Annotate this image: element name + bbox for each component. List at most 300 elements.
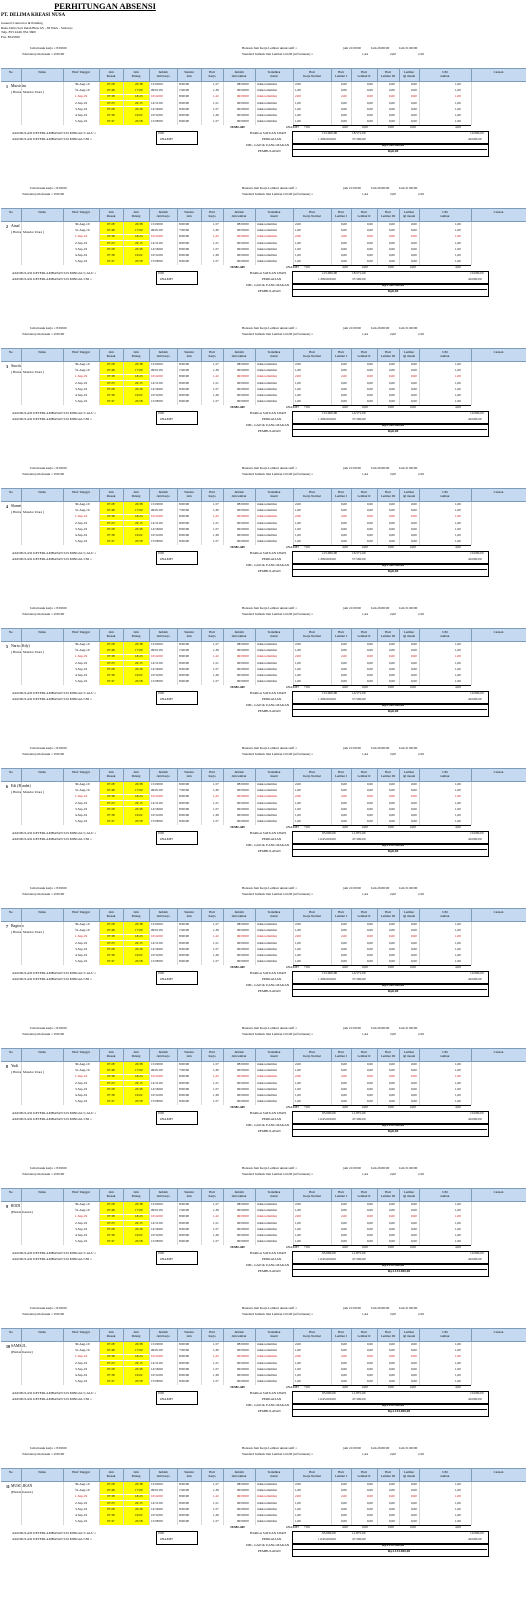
- terlambat: tidak terlambat: [257, 1202, 277, 1206]
- hari-normal: 1,00: [295, 106, 301, 111]
- header-divider: [21, 1329, 22, 1341]
- jam-pulang: 22:15: [135, 940, 143, 945]
- column-header-line: Hari: [309, 770, 315, 774]
- tgl-merah: 0,00: [411, 794, 417, 799]
- lembur-3: 0,00: [389, 800, 395, 805]
- column-header-line: UM: [442, 210, 448, 214]
- column-header-line: Jumlah: [158, 210, 168, 214]
- grid-line: [351, 259, 352, 265]
- akumulasi-lalu: AKUMULASI KETERLAMBATAN S/D MINGGU LALU =: [12, 971, 97, 976]
- column-header-line: Lembur I: [335, 914, 347, 918]
- column-header-line: Hari: [361, 1190, 367, 1194]
- grid-line: [399, 1239, 400, 1245]
- standar-jam: 8:00:00: [179, 1366, 190, 1371]
- lembur-3: 0,00: [389, 94, 395, 99]
- column-header-line: Lembur I: [335, 1334, 347, 1338]
- hari-kerja: 1,57: [213, 526, 219, 531]
- header-divider: [471, 349, 472, 361]
- grid-line: [177, 119, 178, 125]
- lembur-time: Jam 31:00:00: [399, 746, 418, 750]
- lembur-2: 0,00: [367, 666, 373, 671]
- hari-kerja: 1,22: [213, 934, 219, 939]
- column-header-line: Masuk: [106, 634, 116, 638]
- header-divider: [377, 489, 378, 501]
- terlambat: tidak terlambat: [257, 654, 277, 659]
- total-um: 4,00: [455, 125, 461, 130]
- um-lembur: 1,00: [455, 654, 461, 659]
- employee-name: MUSILIKAN: [11, 1484, 33, 1488]
- column-header: [255, 490, 293, 498]
- header-divider: [255, 629, 256, 641]
- lembur-1: 0,00: [341, 1488, 347, 1493]
- tgl-merah: 0,00: [411, 946, 417, 951]
- jam-masuk: 07:38: [107, 374, 115, 379]
- name-error: #NAME?: [286, 965, 300, 970]
- tgl-merah: 0,00: [411, 112, 417, 117]
- perkalian-label: PERKALIAN: [262, 977, 282, 982]
- jam-pulang: 17:00: [135, 228, 143, 233]
- jam-lembur: 08:00:00: [237, 1342, 249, 1346]
- lembur-time: jam 21:00:00: [343, 186, 361, 190]
- header-divider: [471, 1049, 472, 1061]
- grid-line: [99, 819, 100, 825]
- column-header-line: Hari/ Tanggal: [72, 1190, 90, 1194]
- column-header: [419, 350, 471, 358]
- column-header: [1, 490, 21, 494]
- lembur-2: 0,00: [367, 679, 373, 684]
- column-header-line: Jam Kerja: [156, 1054, 170, 1058]
- day-date: 1-Sep-19: [75, 234, 88, 239]
- header-divider: [399, 629, 400, 641]
- jam-pulang: 22:38: [135, 82, 143, 86]
- grid-line: [123, 119, 124, 125]
- jam-masuk: 07:38: [107, 1232, 115, 1237]
- grid-line: [377, 1379, 378, 1385]
- jam-lembur: 00:00:00: [237, 1220, 249, 1225]
- jam-masuk: 07:47: [107, 399, 115, 404]
- total-normal: 7,00: [304, 125, 310, 130]
- employee-status: (Harian Kantor): [11, 1350, 33, 1354]
- jml-gaji-label: JML. GAJI & UANG MAKAN: [246, 1123, 290, 1128]
- akumulasi-box: [156, 1391, 198, 1405]
- grid-line: [149, 539, 150, 545]
- grid-line: [419, 399, 420, 405]
- jam-masuk: 07:28: [107, 246, 115, 251]
- lembur-3: 0,00: [389, 362, 395, 366]
- column-header: [255, 1190, 293, 1198]
- standard-label: Standard Jumlah Jam Lembur I,II,III (ref bulanan) =: [242, 612, 314, 616]
- batasan-label: Batasan Jam Kerja Lembur untuk staff =: [242, 466, 298, 470]
- column-header: [123, 1470, 149, 1478]
- jam-masuk: 07:38: [107, 812, 115, 817]
- grid-line: [419, 119, 420, 125]
- day-date: 30-Aug-19: [75, 1202, 90, 1206]
- column-header-line: No: [9, 1330, 13, 1334]
- jam-lembur: 00:00:00: [237, 666, 249, 671]
- jumlah-jam: 10:52:00: [151, 812, 163, 817]
- jumlah-jam: 14:51:00: [151, 1500, 163, 1505]
- column-header-line: Masuk: [106, 214, 116, 218]
- column-header-line: Nama: [38, 910, 46, 914]
- standar-jam: 8:00:00: [179, 526, 190, 531]
- terlambat: tidak terlambat: [257, 106, 277, 111]
- header-divider: [399, 909, 400, 921]
- column-header-line: Pulang: [131, 1474, 141, 1478]
- column-header-line: Catatan: [493, 70, 504, 74]
- column-header: [21, 1050, 63, 1054]
- jam-masuk: 07:48: [107, 508, 115, 513]
- hari-normal: 1,00: [295, 800, 301, 805]
- pembulatan-label: PEMBULATAN: [258, 1269, 281, 1274]
- lembur-2: 0,00: [367, 246, 373, 251]
- jam-lembur: 00:00:00: [237, 946, 249, 951]
- um-lembur: 1,00: [455, 1208, 461, 1213]
- hari-normal: 2,00: [295, 502, 301, 506]
- column-header-line: Hari: [338, 1050, 344, 1054]
- column-header-line: Lembur III: [380, 214, 396, 218]
- hari-normal: 1,00: [295, 1372, 301, 1377]
- jam-masuk: 07:47: [107, 1099, 115, 1104]
- header-divider: [177, 1329, 178, 1341]
- lembur-2: 0,00: [367, 1494, 373, 1499]
- lembur-3: 0,00: [389, 819, 395, 824]
- column-header-line: Hari: [361, 910, 367, 914]
- grid-line: [123, 1519, 124, 1525]
- lembur-3: 0,00: [389, 1500, 395, 1505]
- header-divider: [149, 769, 150, 781]
- lembur-1: 0,00: [341, 1366, 347, 1371]
- column-header-line: UM: [442, 770, 448, 774]
- terlambat: tidak terlambat: [257, 800, 277, 805]
- table-header: [1, 908, 526, 922]
- jam-lembur: 00:00:00: [237, 240, 249, 245]
- column-header-line: Masuk: [106, 354, 116, 358]
- grid-line: [21, 819, 22, 825]
- header-divider: [351, 349, 352, 361]
- grid-line: [123, 959, 124, 965]
- header-divider: [351, 1469, 352, 1481]
- terlambat: tidak terlambat: [257, 508, 277, 513]
- um-lembur: 1,00: [455, 1214, 461, 1219]
- lembur-3: 0,00: [389, 812, 395, 817]
- employee-number: 5: [6, 644, 8, 649]
- hari-kerja: 1,22: [213, 1214, 219, 1219]
- name-error: #NAME?: [286, 1525, 300, 1530]
- hari-normal: 1,00: [295, 526, 301, 531]
- column-header-line: Masuk: [106, 494, 116, 498]
- grid-line: [21, 1099, 22, 1105]
- grid-line: [21, 119, 22, 125]
- column-header-line: Kerja Normal: [303, 1474, 321, 1478]
- column-header-line: Lembur II: [357, 494, 371, 498]
- jam-masuk-label: Jam masuk kerja = 8:00:00: [30, 606, 67, 610]
- lembur-3: 0,00: [389, 100, 395, 105]
- lembur-time: Jam 26:00:00: [371, 186, 390, 190]
- header-divider: [293, 769, 294, 781]
- lembur-3: 0,00: [389, 959, 395, 964]
- column-header-line: Terlambat: [267, 1190, 281, 1194]
- header-divider: [293, 1329, 294, 1341]
- akumulasi-box: [156, 971, 198, 985]
- column-header: [331, 1190, 351, 1198]
- header-divider: [123, 909, 124, 921]
- pembulatan-value: Rp1.153.000,00: [388, 1269, 411, 1274]
- attendance-rows: [1, 782, 526, 825]
- column-header: [471, 630, 526, 634]
- terlambat: tidak terlambat: [257, 1488, 277, 1493]
- tgl-merah: 0,00: [411, 934, 417, 939]
- jam-lembur: 00:00:00: [237, 392, 249, 397]
- header-divider: [471, 629, 472, 641]
- hari-normal: 2,00: [295, 1494, 301, 1499]
- employee-name: Suwito: [11, 364, 22, 368]
- jumlah-label: JUMLAH: [230, 685, 245, 690]
- header-divider: [223, 489, 224, 501]
- column-header-line: Hari/ Tanggal: [72, 1330, 90, 1334]
- column-header: [99, 70, 123, 78]
- jumlah-jam: 15:09:00: [151, 82, 163, 86]
- akumulasi-lalu-value: 0:00: [158, 1531, 165, 1536]
- hari-kerja: 1,30: [213, 112, 219, 117]
- lembur-3: 0,00: [389, 794, 395, 799]
- akumulasi-box: [156, 411, 198, 425]
- jam-lembur: 00:00:00: [237, 1239, 249, 1244]
- grid-line: [99, 259, 100, 265]
- jam-masuk: 07:28: [107, 1342, 115, 1346]
- hari-normal: 1,00: [295, 946, 301, 951]
- hari-kerja: 1,22: [213, 374, 219, 379]
- lembur-time: Jam 26:00:00: [371, 1026, 390, 1030]
- tgl-merah: 0,00: [411, 502, 417, 506]
- column-header: [1, 770, 21, 774]
- jam-pulang: 17:00: [135, 1208, 143, 1213]
- grid-line: [149, 819, 150, 825]
- standard-label: Standard Jumlah Jam Lembur I,II,III (ref bulanan) =: [242, 1312, 314, 1316]
- lembur-3: 0,00: [389, 234, 395, 239]
- day-date: 5-Sep-19: [75, 539, 88, 544]
- hari-normal: 1,00: [295, 959, 301, 964]
- jam-lembur: 08:00:00: [237, 502, 249, 506]
- jam-masuk: 07:28: [107, 642, 115, 646]
- column-header-line: Terlambat: [267, 210, 281, 214]
- jam-pulang: 18:23: [135, 1214, 143, 1219]
- column-header-line: Hari: [338, 770, 344, 774]
- lembur-factor: 2,00: [390, 1172, 396, 1176]
- standar-jam: 8:00:00: [179, 222, 190, 226]
- um-lembur: 1,00: [455, 1482, 461, 1486]
- column-header-line: Hari: [385, 630, 391, 634]
- grid-line: [177, 1239, 178, 1245]
- lembur-3: 0,00: [389, 106, 395, 111]
- jumlah-label: JUMLAH: [230, 125, 245, 130]
- grid-line: [149, 399, 150, 405]
- lembur-3: 0,00: [389, 788, 395, 793]
- grid-line: [331, 959, 332, 965]
- perkalian-label: PERKALIAN: [262, 1537, 282, 1542]
- employee-name: Slamet: [11, 504, 22, 508]
- grid-line: [293, 119, 294, 125]
- header-divider: [149, 209, 150, 221]
- akumulasi-ini: AKUMULASI KETERLAMBATAN S/D MINGGU INI =: [12, 557, 92, 562]
- column-header-line: tgl merah: [402, 74, 416, 78]
- grid-line: [177, 259, 178, 265]
- table-header: [1, 348, 526, 362]
- terlambat: tidak terlambat: [257, 1500, 277, 1505]
- column-header-line: Terlambat: [267, 70, 281, 74]
- grid-line: [63, 1519, 64, 1525]
- column-header-line: Hari: [209, 1190, 215, 1194]
- tgl-merah: 0,00: [411, 399, 417, 404]
- pembulatan-label: PEMBULATAN: [258, 289, 281, 294]
- column-header: [331, 630, 351, 638]
- column-header-line: Lembur: [403, 770, 415, 774]
- hari-kerja: 1,22: [213, 514, 219, 519]
- hari-kerja: 1,57: [213, 259, 219, 264]
- akumulasi-ini: AKUMULASI KETERLAMBATAN S/D MINGGU INI =: [12, 1117, 92, 1122]
- total-normal: 7,00: [304, 965, 310, 970]
- jam-lembur: 00:00:00: [237, 234, 249, 239]
- harga-label: HARGA SATUAN UPAH: [250, 1251, 286, 1256]
- column-header: [177, 630, 201, 638]
- column-header: [293, 1190, 331, 1198]
- jam-masuk: 07:48: [107, 648, 115, 653]
- column-header: [255, 1050, 293, 1058]
- grid-line: [255, 1099, 256, 1105]
- jumlah-jam: 15:09:00: [151, 362, 163, 366]
- lembur-time: jam 21:00:00: [343, 466, 361, 470]
- grid-line: [223, 1099, 224, 1105]
- hari-kerja: 1,30: [213, 1232, 219, 1237]
- jumlah-jam: 10:22:00: [151, 794, 163, 799]
- column-header-line: tgl merah: [402, 634, 416, 638]
- header-divider: [377, 909, 378, 921]
- column-header: [201, 630, 223, 638]
- lembur-3: 0,00: [389, 928, 395, 933]
- standar-jam: 7:00:00: [179, 88, 190, 93]
- tgl-merah: 0,00: [411, 1202, 417, 1206]
- column-header-line: No: [9, 70, 13, 74]
- lembur-1: 0,00: [341, 1239, 347, 1244]
- column-header-line: Masuk: [106, 74, 116, 78]
- lembur-2: 0,00: [367, 1482, 373, 1486]
- column-header: [63, 770, 99, 774]
- perkalian-label: PERKALIAN: [262, 417, 282, 422]
- grid-line: [223, 1239, 224, 1245]
- jam-masuk: 07:28: [107, 1506, 115, 1511]
- header-divider: [201, 1189, 202, 1201]
- column-header: [99, 1050, 123, 1058]
- column-header-line: Lembur: [403, 910, 415, 914]
- column-header: [399, 910, 419, 918]
- column-header: [293, 210, 331, 218]
- harga-normal: 115.000,00: [322, 131, 338, 136]
- hari-normal: 1,00: [295, 1519, 301, 1524]
- column-header: [331, 490, 351, 498]
- harga-label: HARGA SATUAN UPAH: [250, 831, 286, 836]
- lembur-2: 0,00: [367, 82, 373, 86]
- jumlah-jam: 15:08:00: [151, 539, 163, 544]
- batasan-label: Batasan Jam Kerja Lembur untuk staff =: [242, 326, 298, 330]
- akumulasi-ini-value: #NAME?: [160, 1257, 174, 1262]
- lembur-2: 0,00: [367, 362, 373, 366]
- column-header: [123, 770, 149, 778]
- name-error: #NAME?: [286, 825, 300, 830]
- lembur-3: 0,00: [389, 1220, 395, 1225]
- um-lembur: 1,00: [455, 259, 461, 264]
- hari-kerja: 1,30: [213, 1372, 219, 1377]
- jml-gaji-value: Rp1.152.500,00: [382, 1263, 405, 1268]
- header-divider: [419, 489, 420, 501]
- column-header-line: UM: [442, 630, 448, 634]
- column-header-line: Jam Kerja: [156, 214, 170, 218]
- terlambat: tidak terlambat: [257, 222, 277, 226]
- jam-pulang: 17:00: [135, 788, 143, 793]
- hari-kerja: 1,30: [213, 1068, 219, 1073]
- lembur-2: 0,00: [367, 252, 373, 257]
- lembur-1: 2,00: [341, 1354, 347, 1359]
- lembur-1: 0,00: [341, 672, 347, 677]
- column-header-line: Jam: [133, 630, 139, 634]
- jumlah-jam: 09:01:00: [151, 1348, 163, 1353]
- lembur-time: Jam 31:00:00: [399, 1166, 418, 1170]
- lembur-factor: 2,56: [418, 1032, 424, 1036]
- total-l1: 4,00: [342, 1525, 348, 1530]
- column-header-line: Kerja: [208, 74, 216, 78]
- lembur-2: 0,00: [367, 1354, 373, 1359]
- grid-line: [99, 539, 100, 545]
- column-header-line: Hari: [385, 350, 391, 354]
- grid-line: [255, 1519, 256, 1525]
- column-header: [201, 1470, 223, 1478]
- total-l2: 0,00: [362, 1525, 368, 1530]
- jam-pulang: 19:02: [135, 1372, 143, 1377]
- akumulasi-ini: AKUMULASI KETERLAMBATAN S/D MINGGU INI =: [12, 977, 92, 982]
- standar-jam: 8:00:00: [179, 1372, 190, 1377]
- terlambat: tidak terlambat: [257, 532, 277, 537]
- header-divider: [399, 1329, 400, 1341]
- hari-normal: 2,00: [295, 1202, 301, 1206]
- column-header: [293, 1470, 331, 1478]
- um-lembur: 1,00: [455, 514, 461, 519]
- column-header-line: lembur: [440, 74, 450, 78]
- lembur-1: 0,00: [341, 940, 347, 945]
- header-divider: [471, 769, 472, 781]
- column-header-line: Masuk: [106, 1194, 116, 1198]
- tgl-merah: 0,00: [411, 1099, 417, 1104]
- employee-number: 2: [6, 224, 8, 229]
- jml-gaji-label: JML. GAJI & UANG MAKAN: [246, 563, 290, 568]
- tgl-merah: 0,00: [411, 1068, 417, 1073]
- lembur-3: 0,00: [389, 660, 395, 665]
- terlambat: tidak terlambat: [257, 234, 277, 239]
- hari-normal: 2,00: [295, 374, 301, 379]
- grid-line: [377, 539, 378, 545]
- lembur-factor: 2,56: [418, 892, 424, 896]
- header-divider: [21, 769, 22, 781]
- employee-status: ( Harian Mandor Utara ): [11, 230, 45, 234]
- column-header: [21, 1470, 63, 1474]
- lembur-3: 0,00: [389, 1092, 395, 1097]
- harga-lembur: 16.571,00: [352, 551, 366, 556]
- um-total: 40.000,00: [468, 277, 482, 282]
- lembur-2: 0,00: [367, 1366, 373, 1371]
- harga-normal: 95.000,00: [322, 1251, 336, 1256]
- column-header-line: Lembur III: [380, 634, 396, 638]
- lembur-factor: 2,56: [418, 332, 424, 336]
- standar-jam: 8:00:00: [179, 532, 190, 537]
- total-normal: 7,00: [304, 265, 310, 270]
- grid-line: [351, 1379, 352, 1385]
